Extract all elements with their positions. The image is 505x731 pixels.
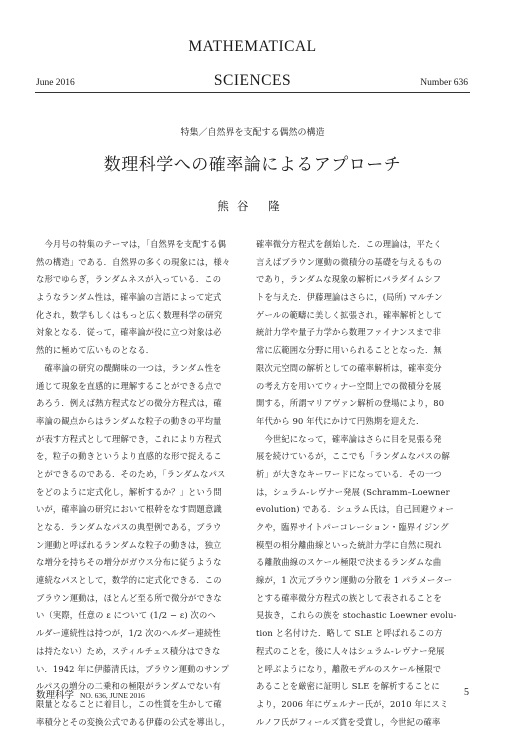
body-text-line: い（実際，任意の ε について (1/2 − ε) 次のヘ [36, 610, 216, 621]
body-text-line: 模型の相分離曲線といった統計力学に自然に現れ [256, 539, 442, 550]
body-text-line: 確率微分方程式を創始した．この理論は，平たく [256, 239, 442, 249]
body-text-line: を，粒子の動きというより直感的な形で捉えるこ [36, 451, 222, 462]
body-text-line: 確率論の研究の醍醐味の一つは，ランダム性を [36, 362, 222, 373]
body-text-line: 率積分とその変換公式である伊藤の公式を導出し， [36, 716, 231, 727]
body-text-line: ようなランダム性は，確率論の言語によって定式 [36, 292, 222, 303]
body-text-line: 言えばブラウン運動の微積分の基礎を与えるもの [256, 256, 442, 267]
body-text-line: あろう．例えば熱方程式などの微分方程式は，確 [36, 398, 222, 409]
body-text-line: evolution) である．シュラム氏は，自己回避ウォー [256, 504, 454, 515]
body-text-line: 開する，所謂マリアヴァン解析の登場により，80 [256, 398, 445, 409]
article-title: 数理科学への確率論によるアプローチ [103, 155, 402, 175]
body-text-line: 対象となる．従って，確率論が役に立つ対象は必 [36, 327, 222, 338]
body-text-line: ゲールの範疇に美しく拡張され，確率解析として [256, 309, 443, 320]
issue-number: Number 636 [420, 78, 468, 88]
body-text-line: と呼ぶようになり，離散モデルのスケール極限で [256, 663, 442, 674]
issue-date: June 2016 [36, 78, 75, 88]
masthead-rule [35, 92, 470, 93]
body-text-line: 連続なパスとして，数学的に定式化できる．この [36, 575, 222, 586]
body-text-line: ルパスの増分の二乗和の極限がランダムでない有 [36, 681, 221, 692]
body-text-line: 程式のことを，後に人々はシュラム-レヴナー発展 [256, 645, 445, 656]
body-text-line: 線が，1 次元ブラウン運動の分散を 1 パラメーター [256, 575, 453, 586]
body-text-line: の考え方を用いてウィナー空間上での微積分を展 [256, 380, 442, 391]
body-text-line: 統計力学や量子力学から数理ファイナンスまで非 [256, 327, 442, 338]
body-text-line: より，2006 年にヴェルナー氏が，2010 年にスミ [256, 698, 449, 709]
body-text-line: 析」が大きなキーワードになっている．その一つ [256, 468, 442, 479]
body-text-line: であり，ランダムな現象の解析にパラダイムシフ [256, 274, 442, 285]
body-text-line: となる．ランダムなパスの典型例である，ブラウ [36, 522, 222, 532]
body-text-line: 通じて現象を直感的に理解することができる点で [36, 380, 222, 391]
body-text-line: 化され，数学もしくはもっと広く数理科学の研究 [36, 309, 223, 320]
body-text-line: いが，確率論の研究において根幹をなす問題意識 [36, 504, 222, 515]
body-text-line: は，シュラム-レヴナー発展 (Schramm–Loewner [256, 486, 450, 497]
feature-line: 特集／自然界を支配する偶然の構造 [180, 128, 325, 138]
body-text-line: とができるのである．そのため，「ランダムなパス [36, 468, 226, 479]
body-text-line: は持たない）ため，スティルチェス積分はできな [36, 645, 221, 656]
body-text-line: 年代から 90 年代にかけて円熟期を迎えた． [256, 415, 425, 426]
page-footer [36, 687, 469, 701]
body-text-line: 展を続けているが，ここでも「ランダムなパスの解 [256, 451, 450, 462]
body-text-line: とする確率微分方程式の族として表されることを [256, 592, 442, 603]
body-text-line: な形でゆらぎ，ランダムネスが入っている．この [36, 274, 222, 285]
body-text-line: あることを厳密に証明し SLE を解析することに [256, 681, 440, 692]
body-right-column [256, 236, 478, 731]
body-text-line: tion と名付けた．略して SLE と呼ばれるこの方 [256, 628, 443, 639]
body-text-line: 限量となることに着目し，この性質を生かして確 [36, 698, 222, 709]
body-text-line: 限次元空間の解析としての確率解析は，確率変分 [256, 362, 442, 373]
body-text-line: が表す方程式として理解でき，これにより方程式 [36, 433, 222, 444]
body-text-line: をどのように定式化し，解析するか？」という問 [36, 486, 222, 497]
body-left-column [36, 236, 258, 731]
body-text-line: 然的に極めて広いものとなる． [36, 345, 155, 356]
body-text-line: 常に広範囲な分野に用いられることとなった．無 [256, 345, 442, 356]
footer-journal [36, 687, 145, 701]
page-number: 5 [464, 687, 469, 698]
body-text-line: 見抜き，これらの族を stochastic Loewner evolu- [256, 610, 457, 621]
journal-title-line2: SCIENCES [213, 72, 292, 89]
masthead [0, 34, 505, 90]
body-text-line: 今世紀になって，確率論はさらに目を見張る発 [256, 433, 442, 444]
body-text-line: ルノフ氏がフィールズ賞を受賞し，今世紀の確率 [256, 716, 441, 727]
footer-journal-name: 数理科学 [36, 690, 75, 701]
body-text-line: い．1942 年に伊藤清氏は，ブラウン運動のサンプ [36, 663, 230, 674]
body-text-line: クや，臨界サイトパーコレーション・臨界イジング [256, 522, 449, 532]
body-text-line: な増分を持ちその増分がガウス分布に従うような [36, 557, 222, 568]
body-text-line: ン運動と呼ばれるランダムな粒子の動きは，独立 [36, 539, 222, 550]
author-name: 熊谷 隆 [217, 199, 288, 213]
journal-title-line1: MATHEMATICAL [188, 38, 317, 55]
body-text-line: 率論の観点からはランダムな粒子の動きの平均量 [36, 415, 222, 426]
body-text-line: トを与えた．伊藤理論はさらに，(局所) マルチン [256, 292, 443, 303]
footer-issue: NO. 636, JUNE 2016 [80, 691, 145, 700]
body-text-line: 今月号の特集のテーマは，「自然界を支配する偶 [36, 239, 227, 249]
body-text-line: ブラウン運動は，ほとんど至る所で微分ができな [36, 592, 222, 603]
body-text-line: る離散曲線のスケール極限で決まるランダムな曲 [256, 557, 442, 568]
body-text-line: ルダー連続性は持つが，1/2 次のヘルダー連続性 [36, 628, 221, 639]
body-text-line: 然の構造」である．自然界の多くの現象には，様々 [36, 256, 231, 267]
